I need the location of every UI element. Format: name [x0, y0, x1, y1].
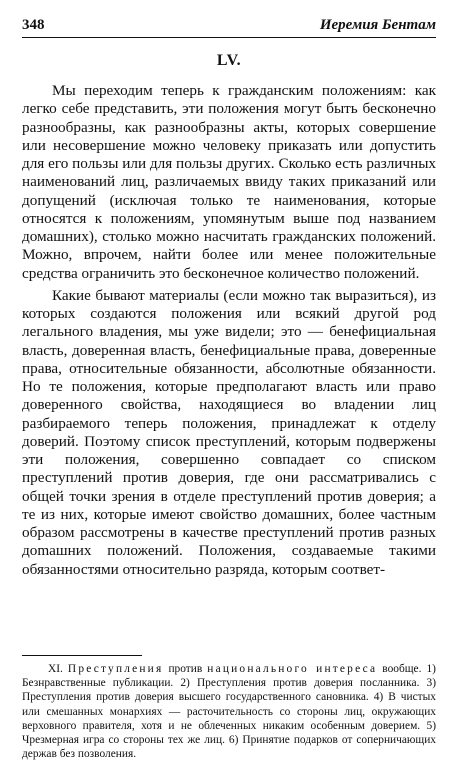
footnote-mid: против — [168, 663, 203, 675]
footnote-spaced-term: национального интереса — [207, 663, 378, 675]
header-rule — [22, 37, 436, 38]
paragraph: Мы переходим теперь к гражданским положениям: как легко себе представить, эти положения могут быть бесконечно разнообразны, как разнообразны акты, которых совершение или несовершение можно человеку приказать или допустить для его пользы или для пользы других. Сколько есть различных наименований лиц, различаемых ввиду таких приказаний или допущений (исключая только те наименования, которые относятся к положениям, упомянутым выше под названием домашних), столько можно насчитать гражданских положений. Можно, впрочем, найти более или менее положительные средства ограничить это бесконечное количество положений. — [22, 82, 436, 282]
footnote-rule — [22, 655, 142, 656]
footnote-rest: вообще. 1) Безнравственные публикации. 2) Преступления против доверия посланника. 3) Преступления против доверия высшего государственного сановника. 4) В чистых или смешанных монархиях — расточительность со стороны лиц, окружающих верховного правителя, хотя и не облеченных никаким особенным доверием. 5) Чрезмерная игра со стороны тех же лиц. 6) Принятие подарков от соперничающих держав без позволения. — [22, 663, 436, 761]
footnote-lead: XI. — [48, 663, 63, 675]
paragraph: Какие бывают материалы (если можно так выразиться), из которых создаются положения или всякий другой род легального владения, мы уже видели; это — бенефициальная власть, доверенная власть, бенефициальные права, доверенные права, относительные обязанности, абсолютные обязанности. Но те положения, которые предполагают власть или право доверенного свойства, находящиеся во владении лиц разбираемого теперь положения, принадлежат к отделу доверий. Поэтому список преступлений, которым подвержены эти положения, совершенно совпадает со списком преступлений против доверия, где они рассматривались с общей точки зрения в отделе преступлений против доверия; а те из них, которые имеют свойство домашних, более частным образом рассмотрены в качестве преступлений против разных доmашних положений. Положения, создаваемые такими обязанностями относительно разряда, которым соответ- — [22, 286, 436, 578]
footnote-spaced-term: Преступления — [67, 663, 164, 675]
footnote-text — [22, 662, 436, 761]
body-text — [22, 82, 436, 579]
page-number: 348 — [22, 17, 45, 33]
running-title: Иеремия Бентам — [319, 17, 436, 33]
section-title: LV. — [216, 52, 242, 69]
footnote — [22, 662, 436, 761]
page-header — [22, 12, 436, 34]
